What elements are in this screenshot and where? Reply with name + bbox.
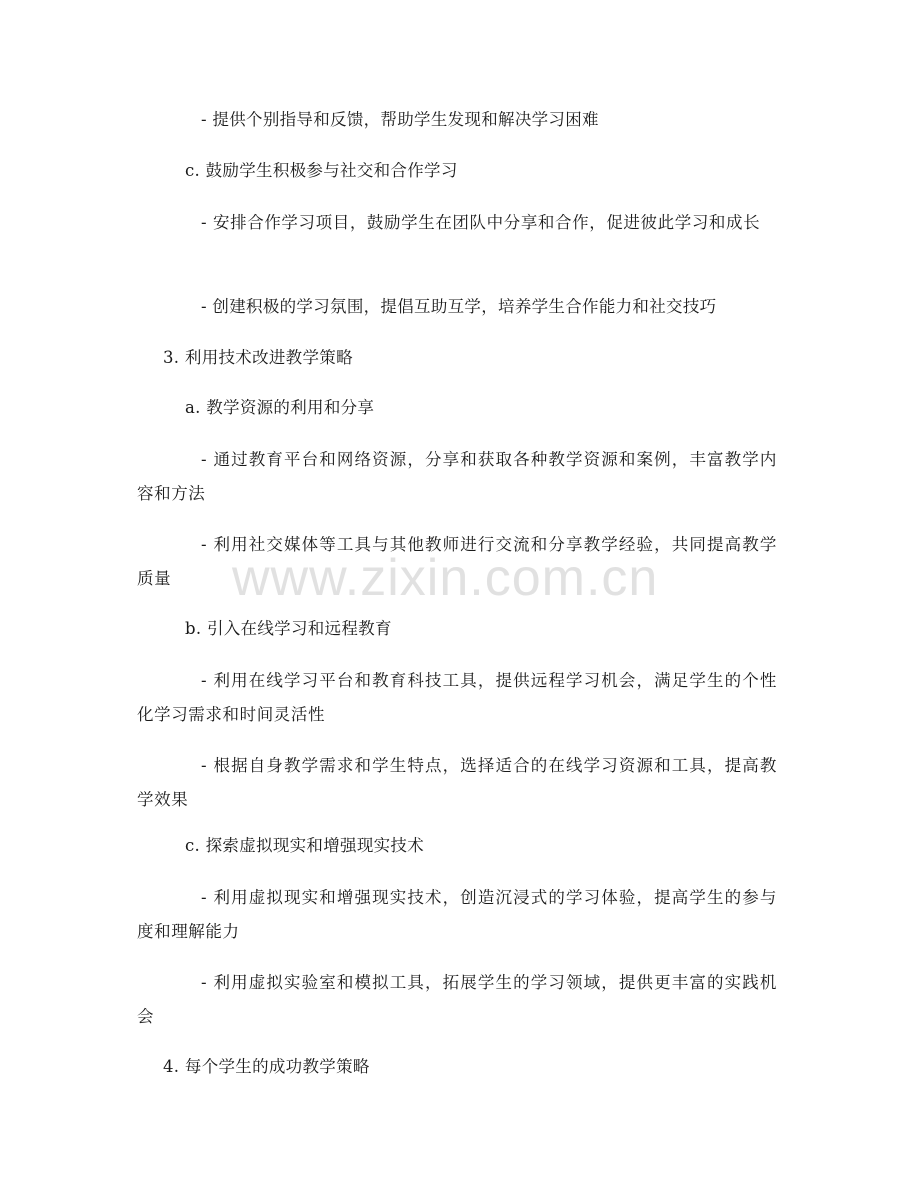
bullet-item: - 通过教育平台和网络资源，分享和获取各种教学资源和案例，丰富教学内容和方法 xyxy=(137,450,777,503)
section-heading: 3. 利用技术改进教学策略 xyxy=(163,348,353,367)
subsection-heading: a. 教学资源的利用和分享 xyxy=(185,398,375,417)
bullet-item: - 安排合作学习项目，鼓励学生在团队中分享和合作，促进彼此学习和成长 xyxy=(201,213,761,232)
bullet-item: - 利用在线学习平台和教育科技工具，提供远程学习机会，满足学生的个性化学习需求和时间灵活性 xyxy=(137,671,777,724)
section-heading: 4. 每个学生的成功教学策略 xyxy=(163,1057,370,1076)
bullet-item: - 利用社交媒体等工具与其他教师进行交流和分享教学经验，共同提高教学质量 xyxy=(137,535,777,588)
bullet-item: - 提供个别指导和反馈，帮助学生发现和解决学习困难 xyxy=(201,110,599,129)
subsection-heading: b. 引入在线学习和远程教育 xyxy=(185,619,392,638)
bullet-item: - 利用虚拟现实和增强现实技术，创造沉浸式的学习体验，提高学生的参与度和理解能力 xyxy=(137,888,777,941)
subsection-heading: c. 鼓励学生积极参与社交和合作学习 xyxy=(185,161,458,180)
bullet-item: - 利用虚拟实验室和模拟工具，拓展学生的学习领域，提供更丰富的实践机会 xyxy=(137,973,777,1026)
bullet-item: - 创建积极的学习氛围，提倡互助互学，培养学生合作能力和社交技巧 xyxy=(201,297,717,316)
watermark: www.zixin.com.cn xyxy=(232,549,659,607)
bullet-item: - 根据自身教学需求和学生特点，选择适合的在线学习资源和工具，提高教学效果 xyxy=(137,756,777,809)
subsection-heading: c. 探索虚拟现实和增强现实技术 xyxy=(185,836,425,855)
